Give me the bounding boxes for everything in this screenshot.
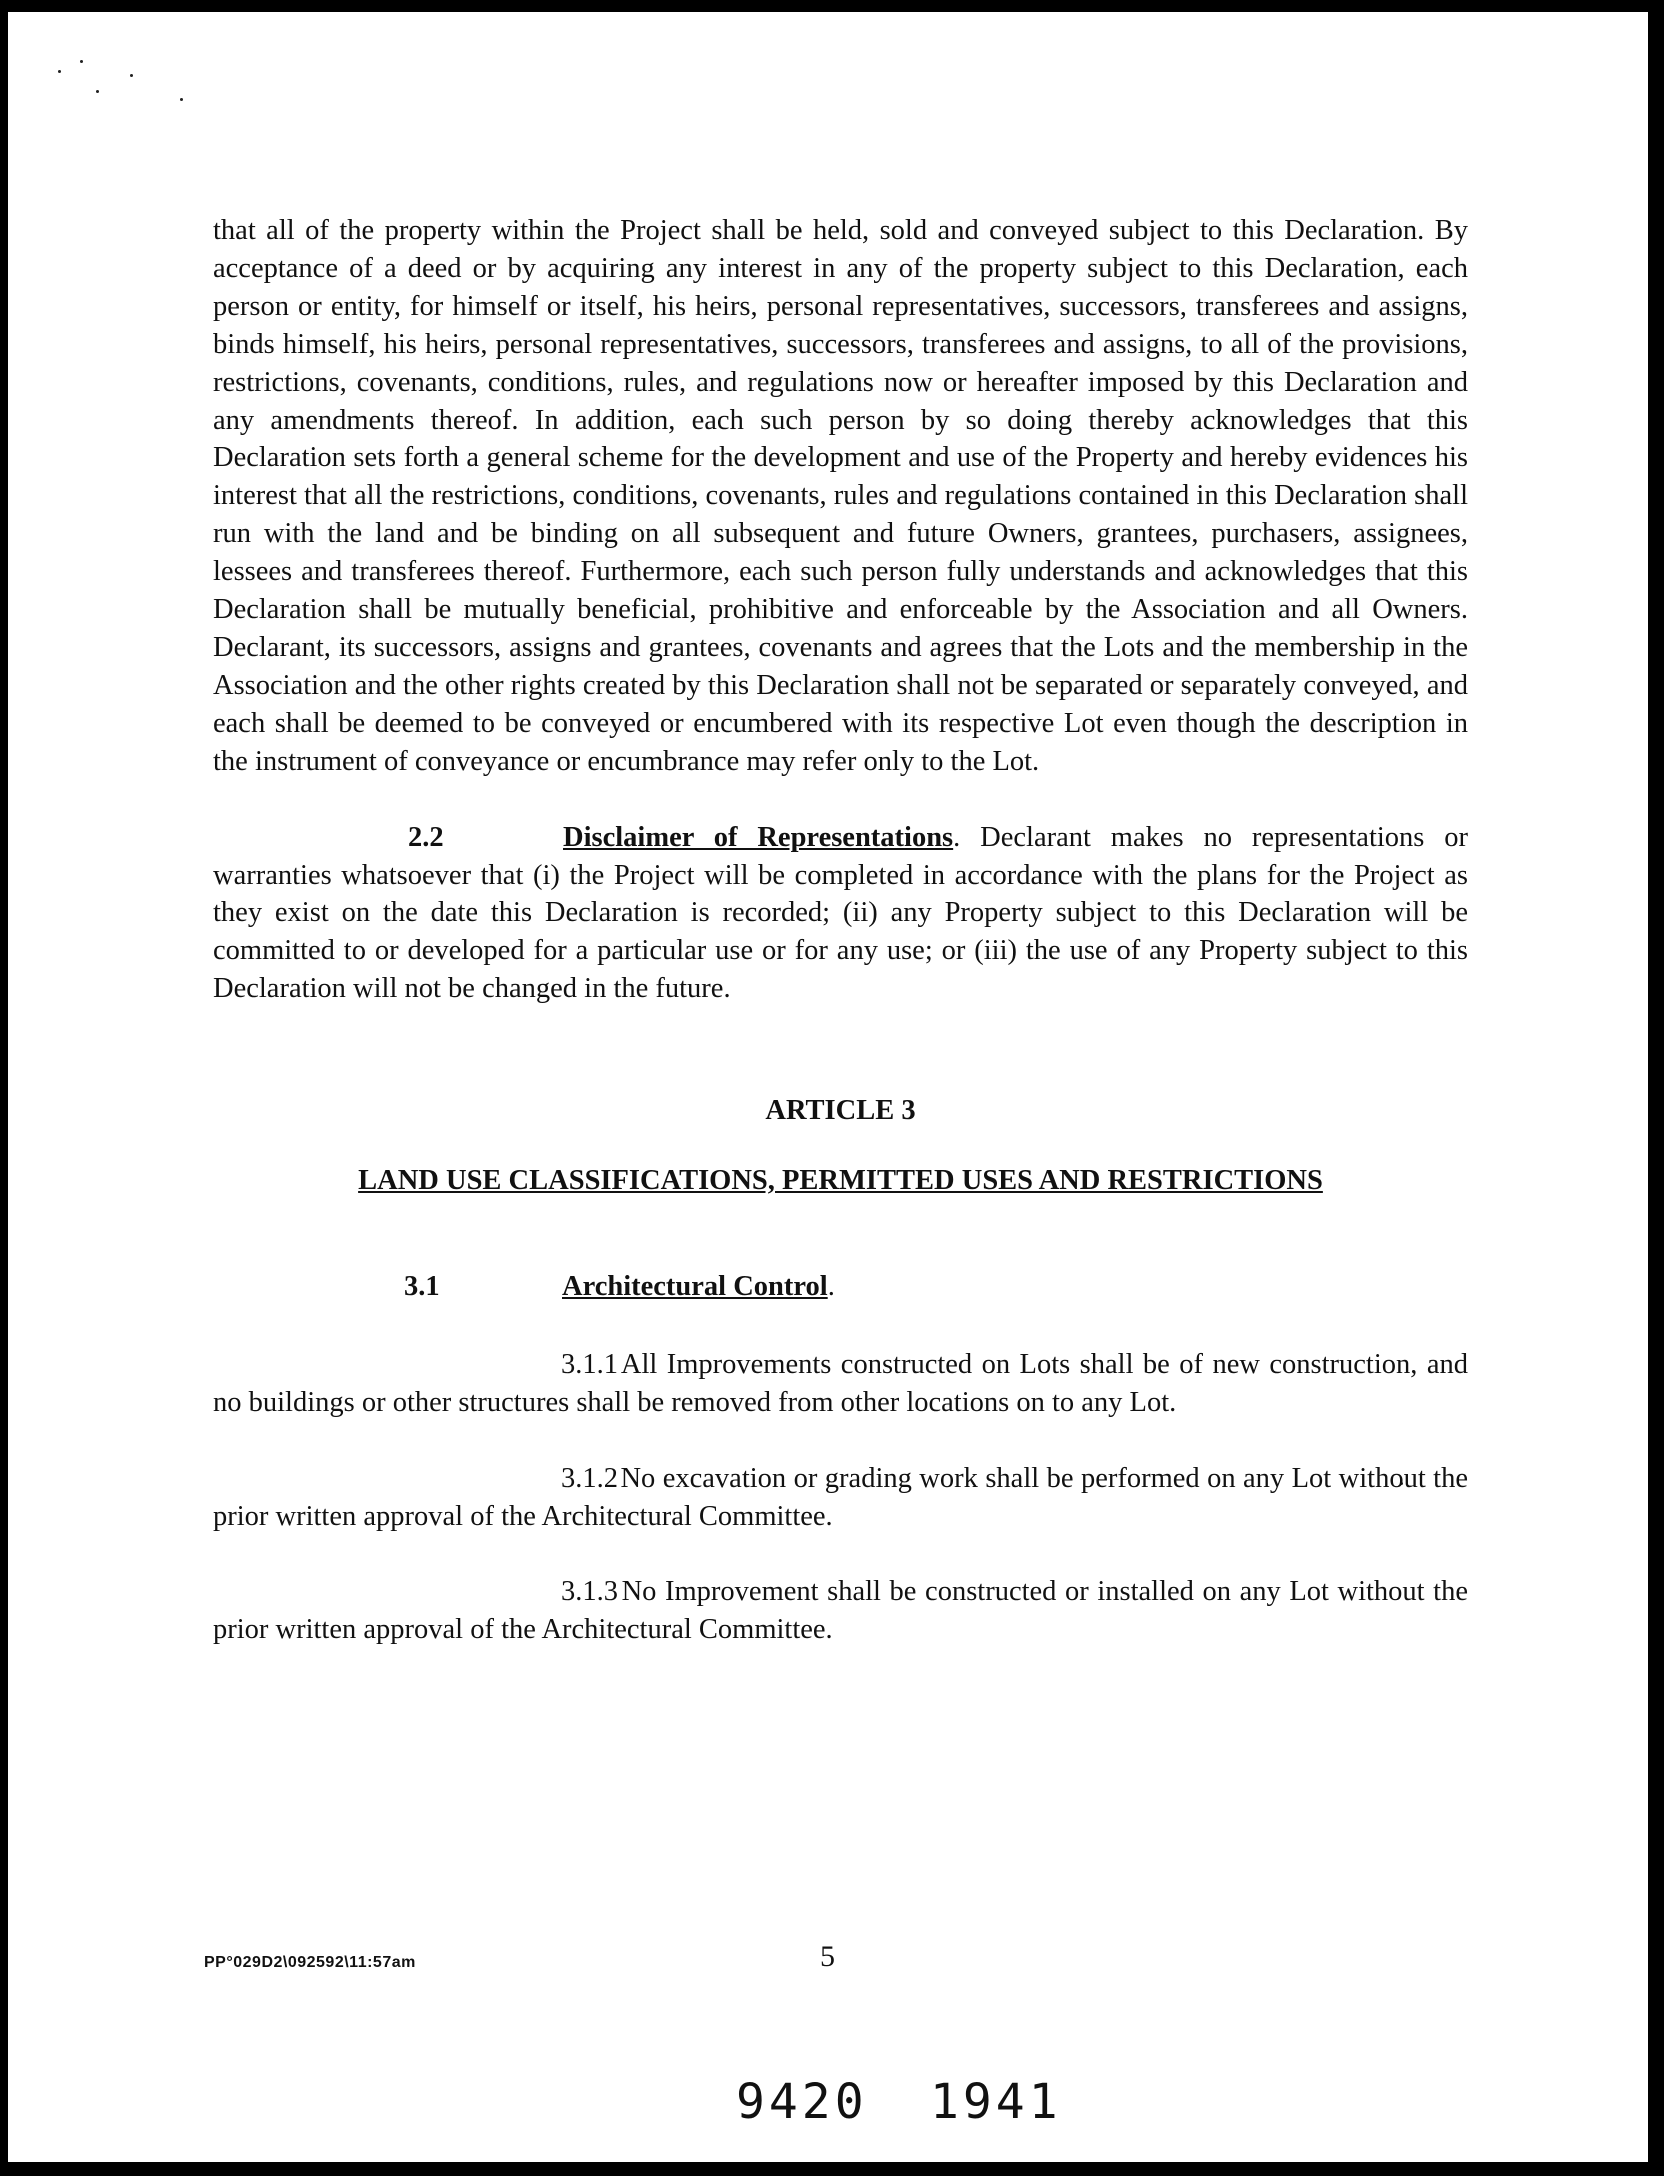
subsection-number: 3.1.3 [561,1576,618,1608]
subsection-number: 3.1.2 [561,1462,618,1494]
document-id-footer: PP°029D2\092592\11:57am [204,1954,416,1971]
article-heading: ARTICLE 3 [765,1095,916,1127]
subsection-number: 3.1.1 [561,1348,618,1380]
section-3-1 [213,1268,1468,1306]
subsection-3-1-3 [213,1573,1468,1649]
section-body: . Declarant makes no representations or warranties whatsoever that (i) the Project will be completed in accordance with the plans for the Project as they exist on the date this Declaration is recorded; (ii) any Property subject to this Declaration will be committed to or developed for a particular use or for any use; or (iii) the use of any Property subject to this Declaration will not be changed in the future. [213,821,1468,1005]
subsection-3-1-1 [213,1346,1468,1422]
document-page [8,12,1648,2162]
section-title: Disclaimer of Representations [563,821,954,853]
scan-speck [96,90,99,93]
section-title: Architectural Control [562,1270,828,1302]
recording-stamp-right: 1941 [930,2074,1062,2130]
section-title-suffix: . [827,1270,835,1302]
scan-speck [58,70,61,73]
document-body [213,212,1468,1649]
subsection-body: No excavation or grading work shall be performed on any Lot without the prior written approval of the Architectural Committee. [213,1462,1469,1532]
page-number: 5 [820,1940,835,1973]
scan-speck [80,60,83,63]
subsection-body: No Improvement shall be constructed or installed on any Lot without the prior written approval of the Architectural Committee. [213,1576,1468,1646]
scan-speck [180,98,183,101]
subsection-body: All Improvements constructed on Lots shall be of new construction, and no buildings or other structures shall be removed from other locations on to any Lot. [213,1348,1468,1418]
section-2-2 [213,819,1468,1009]
scan-speck [130,74,133,77]
subsection-3-1-2 [213,1460,1468,1536]
section-number: 3.1 [404,1270,440,1302]
paragraph-declaration-scope: that all of the property within the Project shall be held, sold and conveyed subject to this Declaration. By acceptance of a deed or by acquiring any interest in any of the property subject to this Declaration, each person or entity, for himself or itself, his heirs, personal representatives, successors, transferees and assigns, binds himself, his heirs, personal representatives, successors, transferees and assigns, to all of the provisions, restrictions, covenants, conditions, rules, and regulations now or hereafter imposed by this Declaration and any amendments thereof. In addition, each such person by so doing thereby acknowledges that this Declaration sets forth a general scheme for the development and use of the Property and hereby evidences his interest that all the restrictions, conditions, covenants, rules and regulations contained in this Declaration shall run with the land and be binding on all subsequent and future Owners, grantees, purchasers, assignees, lessees and transferees thereof. Furthermore, each such person fully understands and acknowledges that this Declaration shall be mutually beneficial, prohibitive and enforceable by the Association and all Owners. Declarant, its successors, assigns and grantees, covenants and agrees that the Lots and the membership in the Association and the other rights created by this Declaration shall not be separated or separately conveyed, and each shall be deemed to be conveyed or encumbered with its respective Lot even though the description in the instrument of conveyance or encumbrance may refer only to the Lot. [213,215,1468,777]
section-number: 2.2 [408,821,444,853]
recording-stamp-left: 9420 [736,2074,868,2130]
article-title: LAND USE CLASSIFICATIONS, PERMITTED USES AND RESTRICTIONS [358,1165,1323,1197]
